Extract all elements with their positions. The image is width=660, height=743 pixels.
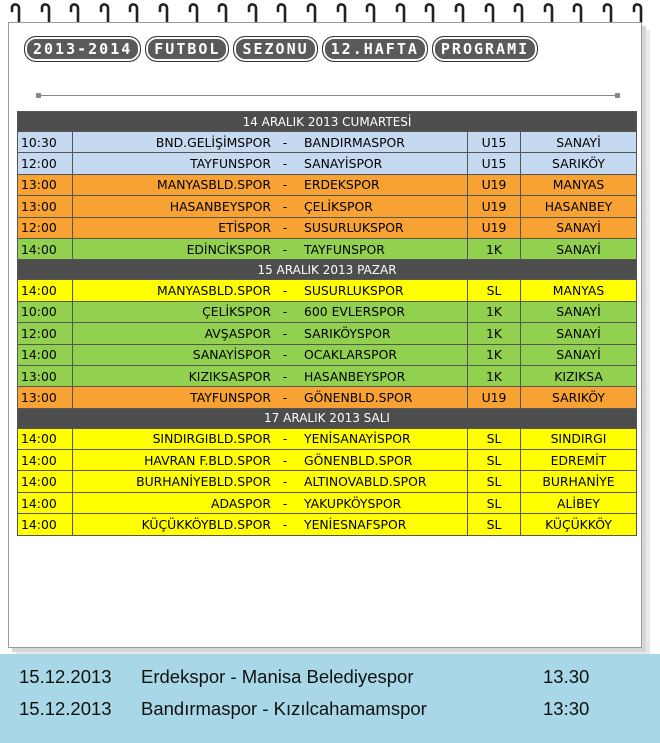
venue: SANAYİ — [521, 301, 637, 322]
category: SL — [468, 471, 521, 492]
spiral-ring-icon — [336, 2, 348, 24]
away-team: GÖNENBLD.SPOR — [296, 450, 468, 471]
away-team: HASANBEYSPOR — [296, 365, 468, 386]
home-team: EDİNCİKSPOR — [73, 238, 275, 259]
match-time: 10:00 — [18, 301, 73, 322]
match-row — [18, 514, 637, 535]
separator: - — [274, 471, 296, 492]
away-team: YENİESNAFSPOR — [296, 514, 468, 535]
category: U19 — [468, 196, 521, 217]
away-team: SANAYİSPOR — [296, 153, 468, 174]
day-header — [18, 260, 637, 280]
match-row — [18, 323, 637, 344]
away-team: BANDIRMASPOR — [296, 132, 468, 153]
away-team: ÇELİKSPOR — [296, 196, 468, 217]
venue: SANAYİ — [521, 344, 637, 365]
match-row — [18, 132, 637, 153]
venue: ALİBEY — [521, 492, 637, 513]
venue: SANAYİ — [521, 238, 637, 259]
match-row — [18, 471, 637, 492]
spiral-ring-icon — [484, 2, 496, 24]
spiral-ring-icon — [69, 2, 81, 24]
separator: - — [274, 301, 296, 322]
category: SL — [468, 428, 521, 449]
spiral-ring-icon — [424, 2, 436, 24]
day-title: 14 ARALIK 2013 CUMARTESİ — [18, 112, 637, 132]
home-team: HASANBEYSPOR — [73, 196, 275, 217]
separator: - — [274, 196, 296, 217]
venue: HASANBEY — [521, 196, 637, 217]
title-word: FUTBOL — [145, 36, 229, 62]
away-team: ERDEKSPOR — [296, 174, 468, 195]
title-word: 12.HAFTA — [322, 36, 428, 62]
separator: - — [274, 132, 296, 153]
spiral-ring-icon — [247, 2, 259, 24]
match-time: 14:00 — [18, 238, 73, 259]
separator: - — [274, 153, 296, 174]
home-team: BND.GELİŞİMSPOR — [73, 132, 275, 153]
match-row — [18, 365, 637, 386]
day-header — [18, 408, 637, 428]
extra-matches-box — [0, 654, 660, 743]
match-time: 14:00 — [18, 428, 73, 449]
category: 1K — [468, 323, 521, 344]
separator: - — [274, 428, 296, 449]
home-team: MANYASBLD.SPOR — [73, 174, 275, 195]
match-time: 14:00 — [18, 471, 73, 492]
home-team: HAVRAN F.BLD.SPOR — [73, 450, 275, 471]
spiral-ring-icon — [306, 2, 318, 24]
match-row — [18, 301, 637, 322]
venue: SARIKÖY — [521, 153, 637, 174]
title-word: SEZONU — [233, 36, 317, 62]
page-title — [24, 36, 630, 62]
match-row — [18, 153, 637, 174]
home-team: ÇELİKSPOR — [73, 301, 275, 322]
home-team: SINDIRGIBLD.SPOR — [73, 428, 275, 449]
separator: - — [274, 387, 296, 408]
spiral-ring-icon — [543, 2, 555, 24]
home-team: ETİSPOR — [73, 217, 275, 238]
category: SL — [468, 492, 521, 513]
separator: - — [274, 174, 296, 195]
venue: KÜÇÜKKÖY — [521, 514, 637, 535]
extra-match-time: 13.30 — [543, 666, 590, 687]
match-row — [18, 238, 637, 259]
match-time: 13:00 — [18, 196, 73, 217]
category: U19 — [468, 174, 521, 195]
away-team: GÖNENBLD.SPOR — [296, 387, 468, 408]
away-team: ALTINOVABLD.SPOR — [296, 471, 468, 492]
home-team: BURHANİYEBLD.SPOR — [73, 471, 275, 492]
home-team: KÜÇÜKKÖYBLD.SPOR — [73, 514, 275, 535]
match-time: 14:00 — [18, 280, 73, 301]
category: U15 — [468, 132, 521, 153]
category: U19 — [468, 387, 521, 408]
match-time: 13:00 — [18, 387, 73, 408]
spiral-ring-icon — [10, 2, 22, 24]
category: U15 — [468, 153, 521, 174]
match-row — [18, 428, 637, 449]
spiral-ring-icon — [395, 2, 407, 24]
extra-match-time: 13:30 — [543, 698, 590, 719]
away-team: SUSURLUKSPOR — [296, 280, 468, 301]
spiral-ring-icon — [602, 2, 614, 24]
category: U19 — [468, 217, 521, 238]
away-team: YENİSANAYİSPOR — [296, 428, 468, 449]
venue: SANAYİ — [521, 132, 637, 153]
match-row — [18, 217, 637, 238]
venue: BURHANİYE — [521, 471, 637, 492]
match-row — [18, 344, 637, 365]
day-title: 15 ARALIK 2013 PAZAR — [18, 260, 637, 280]
separator: - — [274, 238, 296, 259]
separator: - — [274, 365, 296, 386]
separator: - — [274, 450, 296, 471]
category: 1K — [468, 365, 521, 386]
separator: - — [274, 217, 296, 238]
separator: - — [274, 492, 296, 513]
away-team: YAKUPKÖYSPOR — [296, 492, 468, 513]
match-time: 14:00 — [18, 450, 73, 471]
category: 1K — [468, 344, 521, 365]
spiral-ring-icon — [99, 2, 111, 24]
spiral-ring-icon — [276, 2, 288, 24]
match-time: 13:00 — [18, 174, 73, 195]
match-row — [18, 450, 637, 471]
extra-match-date: 15.12.2013 — [19, 666, 112, 687]
spiral-ring-icon — [454, 2, 466, 24]
extra-match-date: 15.12.2013 — [19, 698, 112, 719]
home-team: MANYASBLD.SPOR — [73, 280, 275, 301]
match-row — [18, 174, 637, 195]
spiral-ring-icon — [632, 2, 644, 24]
day-header — [18, 112, 637, 132]
title-word: 2013-2014 — [24, 36, 141, 62]
match-row — [18, 492, 637, 513]
category: SL — [468, 514, 521, 535]
spiral-ring-icon — [217, 2, 229, 24]
spiral-ring-icon — [365, 2, 377, 24]
away-team: SARIKÖYSPOR — [296, 323, 468, 344]
venue: SANAYİ — [521, 323, 637, 344]
match-time: 10:30 — [18, 132, 73, 153]
match-time: 14:00 — [18, 344, 73, 365]
home-team: ADASPOR — [73, 492, 275, 513]
match-time: 14:00 — [18, 514, 73, 535]
home-team: TAYFUNSPOR — [73, 153, 275, 174]
separator: - — [274, 280, 296, 301]
match-time: 12:00 — [18, 323, 73, 344]
home-team: TAYFUNSPOR — [73, 387, 275, 408]
venue: MANYAS — [521, 280, 637, 301]
spiral-ring-icon — [513, 2, 525, 24]
spiral-ring-icon — [128, 2, 140, 24]
title-word: PROGRAMI — [432, 36, 538, 62]
category: SL — [468, 450, 521, 471]
venue: SARIKÖY — [521, 387, 637, 408]
match-time: 13:00 — [18, 365, 73, 386]
schedule-table — [17, 111, 637, 536]
match-time: 14:00 — [18, 492, 73, 513]
category: SL — [468, 280, 521, 301]
home-team: SANAYİSPOR — [73, 344, 275, 365]
spiral-ring-icon — [572, 2, 584, 24]
extra-match-teams: Erdekspor - Manisa Belediyespor — [141, 666, 414, 687]
separator: - — [274, 323, 296, 344]
spiral-ring-icon — [40, 2, 52, 24]
category: 1K — [468, 301, 521, 322]
separator: - — [274, 344, 296, 365]
venue: EDREMİT — [521, 450, 637, 471]
match-row — [18, 196, 637, 217]
separator: - — [274, 514, 296, 535]
away-team: 600 EVLERSPOR — [296, 301, 468, 322]
spiral-ring-icon — [158, 2, 170, 24]
away-team: OCAKLARSPOR — [296, 344, 468, 365]
venue: KIZIKSA — [521, 365, 637, 386]
match-time: 12:00 — [18, 153, 73, 174]
divider — [36, 95, 620, 96]
match-row — [18, 387, 637, 408]
venue: SANAYİ — [521, 217, 637, 238]
home-team: AVŞASPOR — [73, 323, 275, 344]
venue: SINDIRGI — [521, 428, 637, 449]
day-title: 17 ARALIK 2013 SALI — [18, 408, 637, 428]
venue: MANYAS — [521, 174, 637, 195]
spiral-ring-icon — [188, 2, 200, 24]
match-row — [18, 280, 637, 301]
extra-match-teams: Bandırmaspor - Kızılcahamamspor — [141, 698, 427, 719]
home-team: KIZIKSASPOR — [73, 365, 275, 386]
match-time: 12:00 — [18, 217, 73, 238]
away-team: TAYFUNSPOR — [296, 238, 468, 259]
category: 1K — [468, 238, 521, 259]
away-team: SUSURLUKSPOR — [296, 217, 468, 238]
